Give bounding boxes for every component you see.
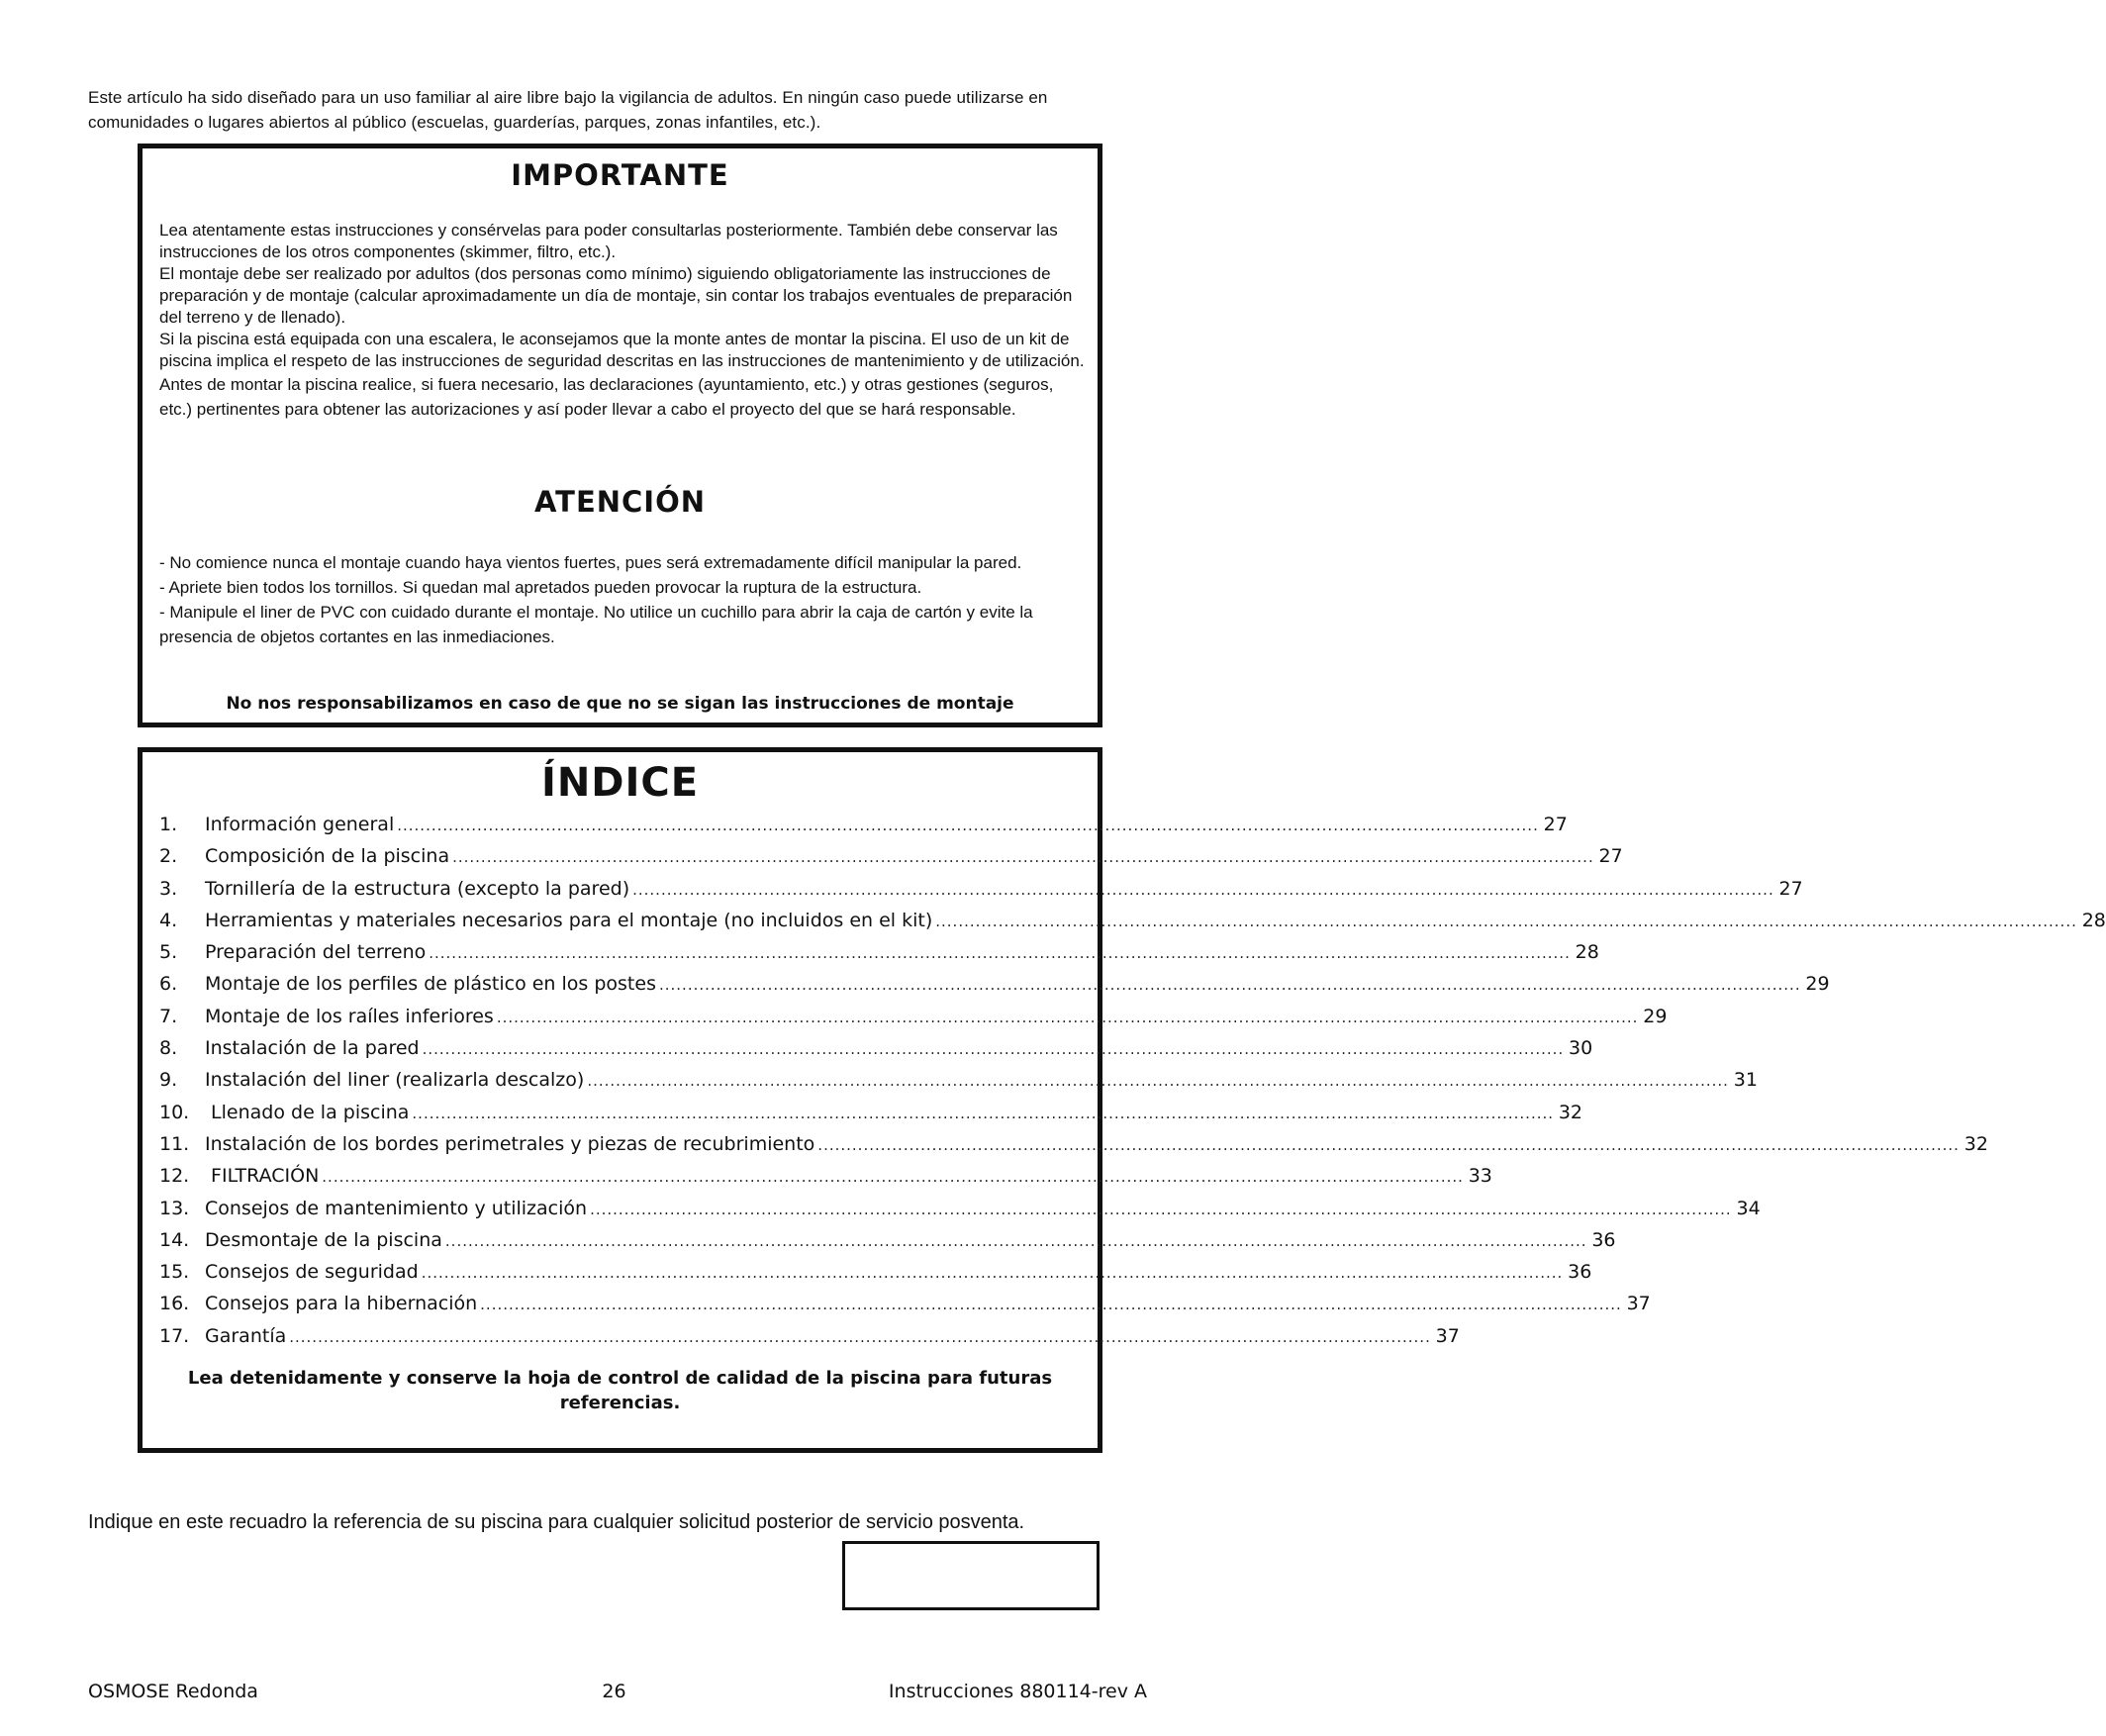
toc-entry-page: 37 <box>1626 1293 1651 1315</box>
toc-entry[interactable] <box>159 1005 1668 1037</box>
toc-entry-number: 9. <box>159 1069 178 1092</box>
toc-leader-dots: ........................................................................................................................................................................................................ <box>587 1072 1729 1091</box>
importante-paragraph: Si la piscina está equipada con una escalera, le aconsejamos que la monte antes de montar la piscina. El uso de un kit de piscina implica el respeto de las instrucciones de seguridad descritas en las instrucciones de mantenimiento y de utilización. <box>159 330 1085 370</box>
toc-entry[interactable] <box>159 1101 1583 1133</box>
toc-entry-page: 27 <box>1778 877 1803 900</box>
toc-entry-title: Desmontaje de la piscina <box>205 1228 442 1251</box>
atencion-item: - Manipule el liner de PVC con cuidado durante el montaje. No utilice un cuchillo para abrir la caja de cartón y evite la presencia de objetos cortantes en las inmediaciones. <box>159 603 1033 646</box>
importante-title: IMPORTANTE <box>511 158 729 192</box>
toc-list <box>159 814 2106 1357</box>
toc-entry-title: Garantía <box>205 1324 287 1347</box>
toc-entry[interactable] <box>159 1293 1651 1324</box>
toc-entry[interactable] <box>159 1069 1758 1101</box>
importante-paragraph: Antes de montar la piscina realice, si fuera necesario, las declaraciones (ayuntamiento, etc.) y otras gestiones (seguros, etc.) pertinentes para obtener las autorizaciones y así poder llevar a cabo el proyecto del que se hará responsable. <box>159 375 1054 419</box>
toc-entry-number: 1. <box>159 814 178 835</box>
toc-entry-number: 7. <box>159 1005 178 1027</box>
toc-leader-dots: ........................................................................................................................................................................................................ <box>397 817 1539 834</box>
toc-entry-title: Montaje de los raíles inferiores <box>205 1005 494 1027</box>
toc-leader-dots: ........................................................................................................................................................................................................ <box>590 1200 1732 1218</box>
toc-entry-number: 11. <box>159 1132 190 1155</box>
toc-entry-number: 3. <box>159 877 178 900</box>
toc-entry-number: 6. <box>159 973 178 996</box>
toc-entry-title: Composición de la piscina <box>205 845 450 868</box>
atencion-item: - Apriete bien todos los tornillos. Si quedan mal apretados pueden provocar la ruptura de la estructura. <box>159 578 922 597</box>
toc-entry-title: Tornillería de la estructura (excepto la pared) <box>205 877 630 900</box>
toc-leader-dots: ........................................................................................................................................................................................................ <box>817 1135 1960 1154</box>
toc-entry-title: Llenado de la piscina <box>205 1101 410 1123</box>
toc-entry-title: Herramientas y materiales necesarios para el montaje (no incluidos en el kit) <box>205 909 933 931</box>
toc-entry-number: 14. <box>159 1228 190 1251</box>
toc-entry[interactable] <box>159 973 1830 1005</box>
footer-right: Instrucciones 880114-rev A <box>888 1681 1147 1702</box>
toc-entry[interactable] <box>159 1197 1761 1229</box>
toc-entry-title: Instalación del liner (realizarla descalzo) <box>205 1069 585 1092</box>
toc-leader-dots: ........................................................................................................................................................................................................ <box>289 1327 1431 1346</box>
quality-note: Lea detenidamente y conserve la hoja de control de calidad de la piscina para futuras referencias. <box>187 1368 1053 1413</box>
toc-entry[interactable] <box>159 845 1623 877</box>
toc-entry-page: 27 <box>1598 845 1623 868</box>
indice-box <box>138 747 2106 1453</box>
toc-entry-page: 29 <box>1805 973 1830 996</box>
toc-entry[interactable] <box>159 877 1803 910</box>
toc-leader-dots: ........................................................................................................................................................................................................ <box>444 1231 1587 1250</box>
toc-entry-number: 13. <box>159 1197 190 1219</box>
toc-entry[interactable] <box>159 1261 1592 1293</box>
toc-leader-dots: ........................................................................................................................................................................................................ <box>632 880 1774 899</box>
toc-entry-title: Consejos de mantenimiento y utilización <box>205 1197 588 1219</box>
toc-entry-number: 2. <box>159 845 178 868</box>
toc-entry-page: 36 <box>1568 1261 1592 1284</box>
toc-entry-page: 30 <box>1569 1037 1593 1060</box>
toc-leader-dots: ........................................................................................................................................................................................................ <box>658 976 1801 995</box>
toc-leader-dots: ........................................................................................................................................................................................................ <box>429 944 1571 963</box>
reference-note: Indique en este recuadro la referencia de su piscina para cualquier solicitud posterior de servicio posventa. <box>88 1511 1025 1533</box>
toc-entry-title: Preparación del terreno <box>205 941 427 964</box>
toc-entry-page: 36 <box>1591 1228 1616 1251</box>
toc-leader-dots: ........................................................................................................................................................................................................ <box>422 1040 1565 1059</box>
toc-leader-dots: ........................................................................................................................................................................................................ <box>480 1296 1622 1314</box>
disclaimer: No nos responsabilizamos en caso de que no se sigan las instrucciones de montaje <box>226 694 1014 714</box>
toc-entry-number: 16. <box>159 1293 190 1315</box>
toc-entry[interactable] <box>159 941 1599 973</box>
toc-entry-title: Información general <box>205 814 395 835</box>
toc-entry-page: 27 <box>1543 814 1568 835</box>
toc-entry[interactable] <box>159 1037 1593 1069</box>
intro-paragraph: Este artículo ha sido diseñado para un uso familiar al aire libre bajo la vigilancia de adultos. En ningún caso puede utilizarse en comunidades o lugares abiertos al público (escuelas, guarderías, parques, zonas infantiles, etc.). <box>88 88 1048 132</box>
page-number: 26 <box>602 1681 626 1702</box>
toc-entry-number: 15. <box>159 1261 190 1284</box>
toc-entry-number: 8. <box>159 1037 178 1060</box>
importante-box <box>138 144 1102 727</box>
toc-entry[interactable] <box>159 1228 1616 1261</box>
toc-leader-dots: ........................................................................................................................................................................................................ <box>412 1104 1555 1122</box>
toc-entry-page: 37 <box>1435 1324 1460 1347</box>
toc-entry-page: 32 <box>1558 1101 1583 1123</box>
toc-entry[interactable] <box>159 1324 1460 1357</box>
toc-entry-number: 10. <box>159 1101 190 1123</box>
toc-leader-dots: ........................................................................................................................................................................................................ <box>496 1008 1639 1026</box>
toc-entry-page: 33 <box>1468 1165 1492 1188</box>
footer-left: OSMOSE Redonda <box>88 1681 258 1702</box>
toc-entry-page: 31 <box>1733 1069 1758 1092</box>
toc-entry[interactable] <box>159 1132 1988 1165</box>
toc-entry-page: 28 <box>2081 909 2106 931</box>
toc-entry-number: 4. <box>159 909 178 931</box>
toc-entry[interactable] <box>159 814 1568 845</box>
importante-paragraph: El montaje debe ser realizado por adultos (dos personas como mínimo) siguiendo obligatoriamente las instrucciones de preparación y de montaje (calcular aproximadamente un día de montaje, sin contar los trabajos eventuales de preparación del terreno y de llenado). <box>159 264 1073 327</box>
toc-entry-title: Instalación de la pared <box>205 1037 420 1060</box>
toc-entry-title: Consejos para la hibernación <box>205 1293 478 1315</box>
toc-entry[interactable] <box>159 1165 1492 1197</box>
toc-leader-dots: ........................................................................................................................................................................................................ <box>935 912 2077 930</box>
indice-title: ÍNDICE <box>540 760 700 806</box>
toc-entry-title: Instalación de los bordes perimetrales y piezas de recubrimiento <box>205 1132 815 1155</box>
toc-entry-title: Montaje de los perfiles de plástico en los postes <box>205 973 656 996</box>
atencion-text <box>159 550 1085 649</box>
toc-entry-number: 5. <box>159 941 178 964</box>
toc-leader-dots: ........................................................................................................................................................................................................ <box>452 848 1594 867</box>
toc-entry-title: Consejos de seguridad <box>205 1261 419 1284</box>
toc-entry-title: FILTRACIÓN <box>205 1165 320 1188</box>
toc-entry-page: 29 <box>1643 1005 1668 1027</box>
toc-entry-page: 34 <box>1736 1197 1761 1219</box>
toc-entry-page: 32 <box>1963 1132 1988 1155</box>
toc-entry-number: 12. <box>159 1165 190 1188</box>
toc-leader-dots: ........................................................................................................................................................................................................ <box>322 1168 1464 1187</box>
importante-paragraph: Lea atentamente estas instrucciones y consérvelas para poder consultarlas posteriormente. También debe conservar las instrucciones de los otros componentes (skimmer, filtro, etc.). <box>159 221 1058 261</box>
toc-leader-dots: ........................................................................................................................................................................................................ <box>421 1264 1564 1283</box>
toc-entry-number: 17. <box>159 1324 190 1347</box>
atencion-title: ATENCIÓN <box>533 485 707 519</box>
reference-box[interactable] <box>842 1541 1100 1610</box>
atencion-item: - No comience nunca el montaje cuando haya vientos fuertes, pues será extremadamente difícil manipular la pared. <box>159 553 1022 572</box>
toc-entry-page: 28 <box>1575 941 1599 964</box>
importante-text <box>159 220 1085 422</box>
toc-entry[interactable] <box>159 909 2106 941</box>
